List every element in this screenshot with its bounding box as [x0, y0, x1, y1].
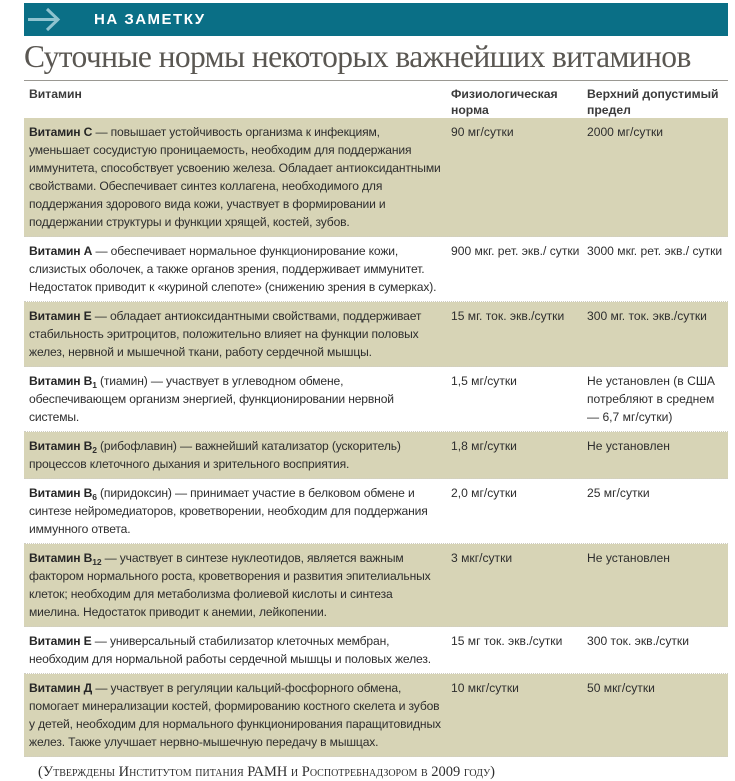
- vitamin-name: Витамин C: [29, 125, 93, 139]
- table-row: [24, 432, 728, 479]
- norm-value: 90 мг/сутки: [451, 125, 514, 139]
- limit-value: Не установлен: [587, 551, 670, 565]
- vitamin-description: [24, 123, 451, 231]
- vitamin-description: [24, 242, 451, 296]
- norm-value: 15 мг. ток. экв./сутки: [451, 309, 565, 323]
- vitamin-text: (рибофлавин) — важнейший катализатор (ускоритель) процессов клеточного дыхания и зрительного восприятия.: [29, 439, 401, 471]
- norm-value: 10 мкг/сутки: [451, 681, 519, 695]
- vitamin-table: [24, 118, 728, 757]
- vitamin-text: (тиамин) — участвует в углеводном обмене, обеспечивающем организм энергией, функционировании нервной системы.: [29, 374, 394, 424]
- vitamin-name: Витамин B: [29, 551, 93, 565]
- limit-value: 300 ток. экв./сутки: [587, 634, 689, 648]
- footnote: (Утверждены Институтом питания РАМН и Роспотребнадзором в 2009 году): [38, 764, 496, 780]
- arrow-right-icon: [28, 6, 64, 33]
- limit-value: 2000 мг/сутки: [587, 125, 664, 139]
- limit-value: 300 мг. ток. экв./сутки: [587, 309, 707, 323]
- table-row: [24, 367, 728, 432]
- title-divider: [24, 80, 728, 81]
- vitamin-subscript: 6: [92, 492, 97, 502]
- table-row: [24, 237, 728, 302]
- header-vitamin: Витамин: [29, 87, 82, 101]
- vitamin-name: Витамин A: [29, 244, 93, 258]
- vitamin-description: [24, 307, 451, 361]
- table-row: [24, 544, 728, 627]
- note-banner: [24, 3, 728, 36]
- table-row: [24, 627, 728, 674]
- vitamin-description: [24, 632, 451, 668]
- limit-value: 50 мкг/сутки: [587, 681, 655, 695]
- table-row: [24, 674, 728, 757]
- vitamin-name: Витамин B: [29, 374, 93, 388]
- vitamin-text: — повышает устойчивость организма к инфекциям, уменьшает сосудистую проницаемость, необходим для поддержания иммунитета, способствует усвоению железа. Обладает антиоксидантными свойствами. Обеспечивает синтез коллагена, необходимого для поддержания здорового вида кожи, участвует в формировании и поддержании структуры и функции хрящей, костей, зубов.: [29, 125, 441, 229]
- vitamin-description: [24, 437, 451, 473]
- content: [24, 86, 728, 781]
- vitamin-name: Витамин Д: [29, 681, 93, 695]
- limit-value: 25 мг/сутки: [587, 486, 650, 500]
- limit-value: 3000 мкг. рет. экв./ сутки: [587, 244, 723, 258]
- vitamin-description: [24, 679, 451, 751]
- vitamin-description: [24, 549, 451, 621]
- page-title: Суточные нормы некоторых важнейших витаминов: [24, 39, 691, 74]
- norm-value: 1,8 мг/сутки: [451, 439, 517, 453]
- table-header: [24, 86, 728, 118]
- limit-value: Не установлен (в США потребляют в среднем — 6,7 мг/сутки): [587, 374, 715, 424]
- vitamin-text: — обладает антиоксидантными свойствами, поддерживает стабильность эритроцитов, положительно влияет на функции половых желез, нервной и мышечной ткани, работу сердечной мышцы.: [29, 309, 422, 359]
- vitamin-name: Витамин E: [29, 634, 92, 648]
- vitamin-name: Витамин B: [29, 486, 93, 500]
- vitamin-subscript: 2: [92, 445, 97, 455]
- vitamin-text: — участвует в регуляции кальций-фосфорного обмена, помогает минерализации костей, формированию костного скелета и зубов у детей, необходим для нормального функционирования паращитовидных желез. Также улучшает нервно-мышечную передачу в мышцах.: [29, 681, 441, 749]
- norm-value: 900 мкг. рет. экв./ сутки: [451, 244, 580, 258]
- vitamin-text: — участвует в синтезе нуклеотидов, является важным фактором нормального роста, кроветворения и развития эпителиальных клеток; необходим для метаболизма фолиевой кислоты и синтеза миелина. Недостаток приводит к анемии, лейкопении.: [29, 551, 431, 619]
- vitamin-text: — обеспечивает нормальное функционирование кожи, слизистых оболочек, а также органов зрения, поддерживает иммунитет. Недостаток приводит к «куриной слепоте» (снижению зрения в сумерках).: [29, 244, 437, 294]
- table-row: [24, 479, 728, 544]
- header-norm: Физиологическая норма: [451, 87, 558, 117]
- limit-value: Не установлен: [587, 439, 670, 453]
- vitamin-name: Витамин B: [29, 439, 93, 453]
- header-limit: Верхний допустимый предел: [587, 87, 719, 117]
- norm-value: 1,5 мг/сутки: [451, 374, 517, 388]
- vitamin-subscript: 12: [92, 557, 102, 567]
- norm-value: 15 мг ток. экв./сутки: [451, 634, 563, 648]
- vitamin-text: (пиридоксин) — принимает участие в белковом обмене и синтезе нейромедиаторов, кроветворении, необходим для поддержания иммунного ответа.: [29, 486, 428, 536]
- norm-value: 2,0 мг/сутки: [451, 486, 517, 500]
- norm-value: 3 мкг/сутки: [451, 551, 513, 565]
- banner-label: НА ЗАМЕТКУ: [94, 11, 206, 28]
- vitamin-name: Витамин E: [29, 309, 92, 323]
- vitamin-description: [24, 484, 451, 538]
- vitamin-text: — универсальный стабилизатор клеточных мембран, необходим для нормальной работы сердечной мышцы и половых желез.: [29, 634, 431, 666]
- vitamin-subscript: 1: [92, 380, 97, 390]
- table-row: [24, 118, 728, 237]
- vitamin-description: [24, 372, 451, 426]
- table-row: [24, 302, 728, 367]
